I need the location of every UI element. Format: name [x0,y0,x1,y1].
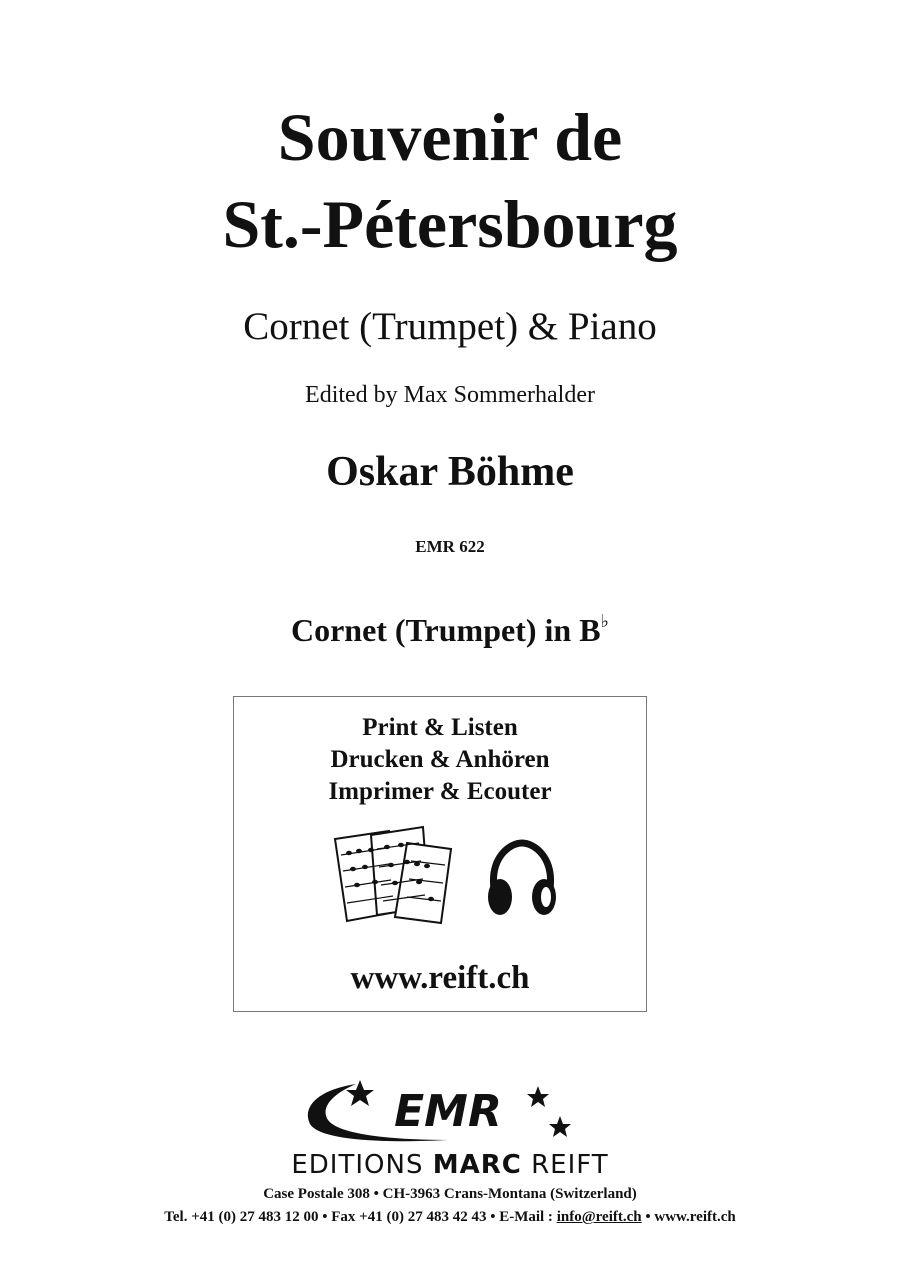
catalog-number: EMR 622 [415,537,485,556]
promo-website[interactable]: www.reift.ch [350,960,530,996]
publisher-contact [0,1209,900,1226]
title-line-2: St.-Pétersbourg [222,186,678,262]
phone-fax: Tel. +41 (0) 27 483 12 00 • Fax +41 (0) 27 483 42 43 • E-Mail : [164,1209,557,1225]
publisher-address: Case Postale 308 • CH-3963 Crans-Montana (Switzerland) [263,1186,637,1202]
contact-website[interactable]: • www.reift.ch [641,1209,736,1225]
editor-credit: Edited by Max Sommerhalder [305,382,595,408]
emr-logo [298,1078,578,1148]
print-listen-box [233,696,647,1012]
logo-text: EMR [394,1086,502,1137]
promo-line-german: Drucken & Anhören [330,746,550,773]
title-line-1: Souvenir de [277,99,623,175]
sheet-music-icon [331,825,463,927]
flat-sign: ♭ [600,611,610,631]
instrument-label [0,611,900,649]
publisher-name-part2: MARC [432,1150,522,1180]
email-link[interactable]: info@reift.ch [556,1209,642,1225]
publisher-name-part3: REIFT [521,1150,609,1180]
promo-line-french: Imprimer & Ecouter [328,778,552,805]
publisher-name [0,1150,900,1180]
subtitle: Cornet (Trumpet) & Piano [243,305,657,348]
composer-name: Oskar Böhme [326,449,574,495]
promo-line-english: Print & Listen [362,714,518,741]
publisher-name-part1: EDITIONS [291,1150,433,1180]
instrument-text: Cornet (Trumpet) in B [290,612,601,648]
headphones-icon [484,837,560,919]
